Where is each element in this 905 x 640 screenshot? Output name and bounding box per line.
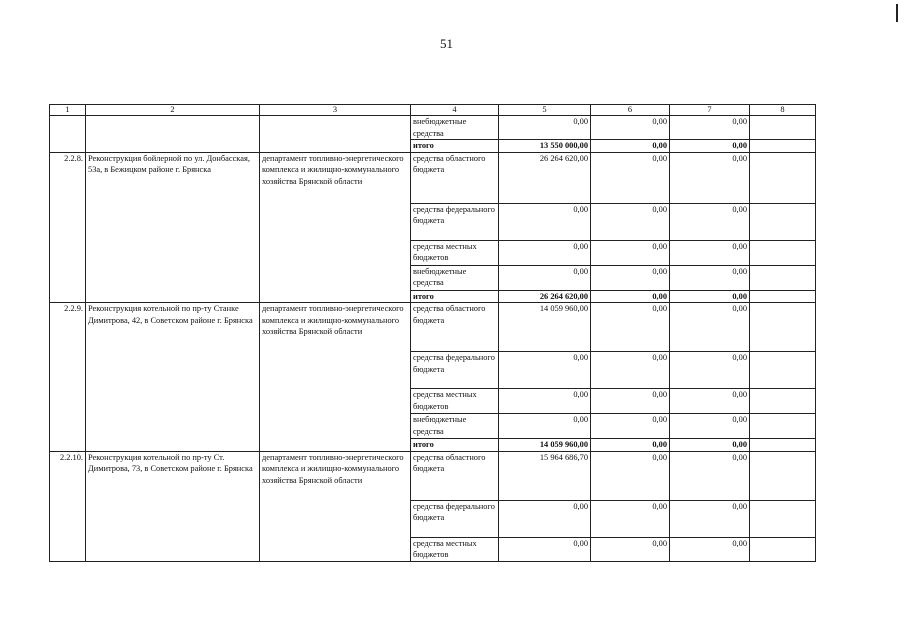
value-col5: 0,00 [499,265,591,290]
item-name: Реконструкция котельной по пр-ту Ст. Димитрова, 73, в Советском районе г. Брянска [86,451,260,561]
page-number: 51 [440,36,453,51]
source-cell: внебюджетные средства [411,265,499,290]
item-name: Реконструкция котельной по пр-ту Станке Димитрова, 42, в Советском районе г. Брянска [86,303,260,452]
value-col6: 0,00 [591,290,670,303]
item-department: департамент топливно-энергетического комплекса и жилищно-коммунального хозяйства Брянской области [260,303,411,452]
item-number: 2.2.10. [50,451,86,561]
value-col6: 0,00 [591,414,670,439]
value-col5: 0,00 [499,240,591,265]
value-col5: 14 059 960,00 [499,303,591,352]
name-cell [86,116,260,153]
value-col6: 0,00 [591,439,670,452]
source-cell: средства местных бюджетов [411,537,499,561]
source-cell: средства федерального бюджета [411,500,499,537]
value-col8 [750,152,816,203]
funding-table [49,104,816,562]
value-col6: 0,00 [591,352,670,389]
value-col6: 0,00 [591,116,670,140]
header-cell: 3 [260,105,411,116]
value-col5: 26 264 620,00 [499,290,591,303]
value-col7: 0,00 [670,451,750,500]
value-col8 [750,203,816,240]
item-department: департамент топливно-энергетического комплекса и жилищно-коммунального хозяйства Брянской области [260,451,411,561]
value-col7: 0,00 [670,500,750,537]
value-col6: 0,00 [591,140,670,153]
value-col7: 0,00 [670,240,750,265]
value-col7: 0,00 [670,439,750,452]
page-edge-mark [896,4,898,22]
value-col5: 0,00 [499,203,591,240]
value-col7: 0,00 [670,414,750,439]
value-col8 [750,352,816,389]
value-col8 [750,537,816,561]
value-col5: 0,00 [499,116,591,140]
header-cell: 5 [499,105,591,116]
item-name: Реконструкция бойлерной по ул. Донбасская, 53а, в Бежицком районе г. Брянска [86,152,260,303]
header-cell: 7 [670,105,750,116]
value-col6: 0,00 [591,303,670,352]
source-cell: средства местных бюджетов [411,240,499,265]
value-col5: 13 550 000,00 [499,140,591,153]
value-col5: 0,00 [499,352,591,389]
table-row [50,116,816,140]
value-col7: 0,00 [670,116,750,140]
item-number: 2.2.8. [50,152,86,303]
header-cell: 1 [50,105,86,116]
value-col6: 0,00 [591,537,670,561]
header-cell: 8 [750,105,816,116]
value-col6: 0,00 [591,203,670,240]
table-row [50,451,816,500]
source-cell: итого [411,140,499,153]
value-col5: 0,00 [499,414,591,439]
table-row [50,152,816,203]
value-col7: 0,00 [670,352,750,389]
value-col6: 0,00 [591,265,670,290]
value-col7: 0,00 [670,537,750,561]
value-col8 [750,439,816,452]
value-col7: 0,00 [670,140,750,153]
value-col5: 0,00 [499,537,591,561]
value-col7: 0,00 [670,389,750,414]
value-col8 [750,389,816,414]
source-cell: итого [411,290,499,303]
item-department: департамент топливно-энергетического комплекса и жилищно-коммунального хозяйства Брянской области [260,152,411,303]
value-col8 [750,500,816,537]
value-col7: 0,00 [670,303,750,352]
value-col6: 0,00 [591,152,670,203]
value-col5: 15 964 686,70 [499,451,591,500]
source-cell: средства федерального бюджета [411,203,499,240]
source-cell: средства областного бюджета [411,303,499,352]
value-col6: 0,00 [591,389,670,414]
header-cell: 4 [411,105,499,116]
value-col8 [750,414,816,439]
value-col8 [750,303,816,352]
source-cell: внебюджетные средства [411,116,499,140]
num-cell [50,116,86,153]
source-cell: средства местных бюджетов [411,389,499,414]
header-cell: 6 [591,105,670,116]
value-col6: 0,00 [591,451,670,500]
source-cell: средства областного бюджета [411,152,499,203]
column-number-header [50,105,816,116]
item-number: 2.2.9. [50,303,86,452]
value-col5: 0,00 [499,389,591,414]
header-cell: 2 [86,105,260,116]
value-col8 [750,451,816,500]
value-col6: 0,00 [591,500,670,537]
value-col5: 14 059 960,00 [499,439,591,452]
source-cell: внебюджетные средства [411,414,499,439]
value-col8 [750,140,816,153]
value-col8 [750,240,816,265]
value-col7: 0,00 [670,203,750,240]
value-col6: 0,00 [591,240,670,265]
value-col7: 0,00 [670,290,750,303]
source-cell: итого [411,439,499,452]
value-col8 [750,265,816,290]
value-col7: 0,00 [670,152,750,203]
value-col5: 26 264 620,00 [499,152,591,203]
value-col8 [750,290,816,303]
value-col7: 0,00 [670,265,750,290]
source-cell: средства областного бюджета [411,451,499,500]
dept-cell [260,116,411,153]
table-row [50,303,816,352]
value-col5: 0,00 [499,500,591,537]
source-cell: средства федерального бюджета [411,352,499,389]
value-col8 [750,116,816,140]
